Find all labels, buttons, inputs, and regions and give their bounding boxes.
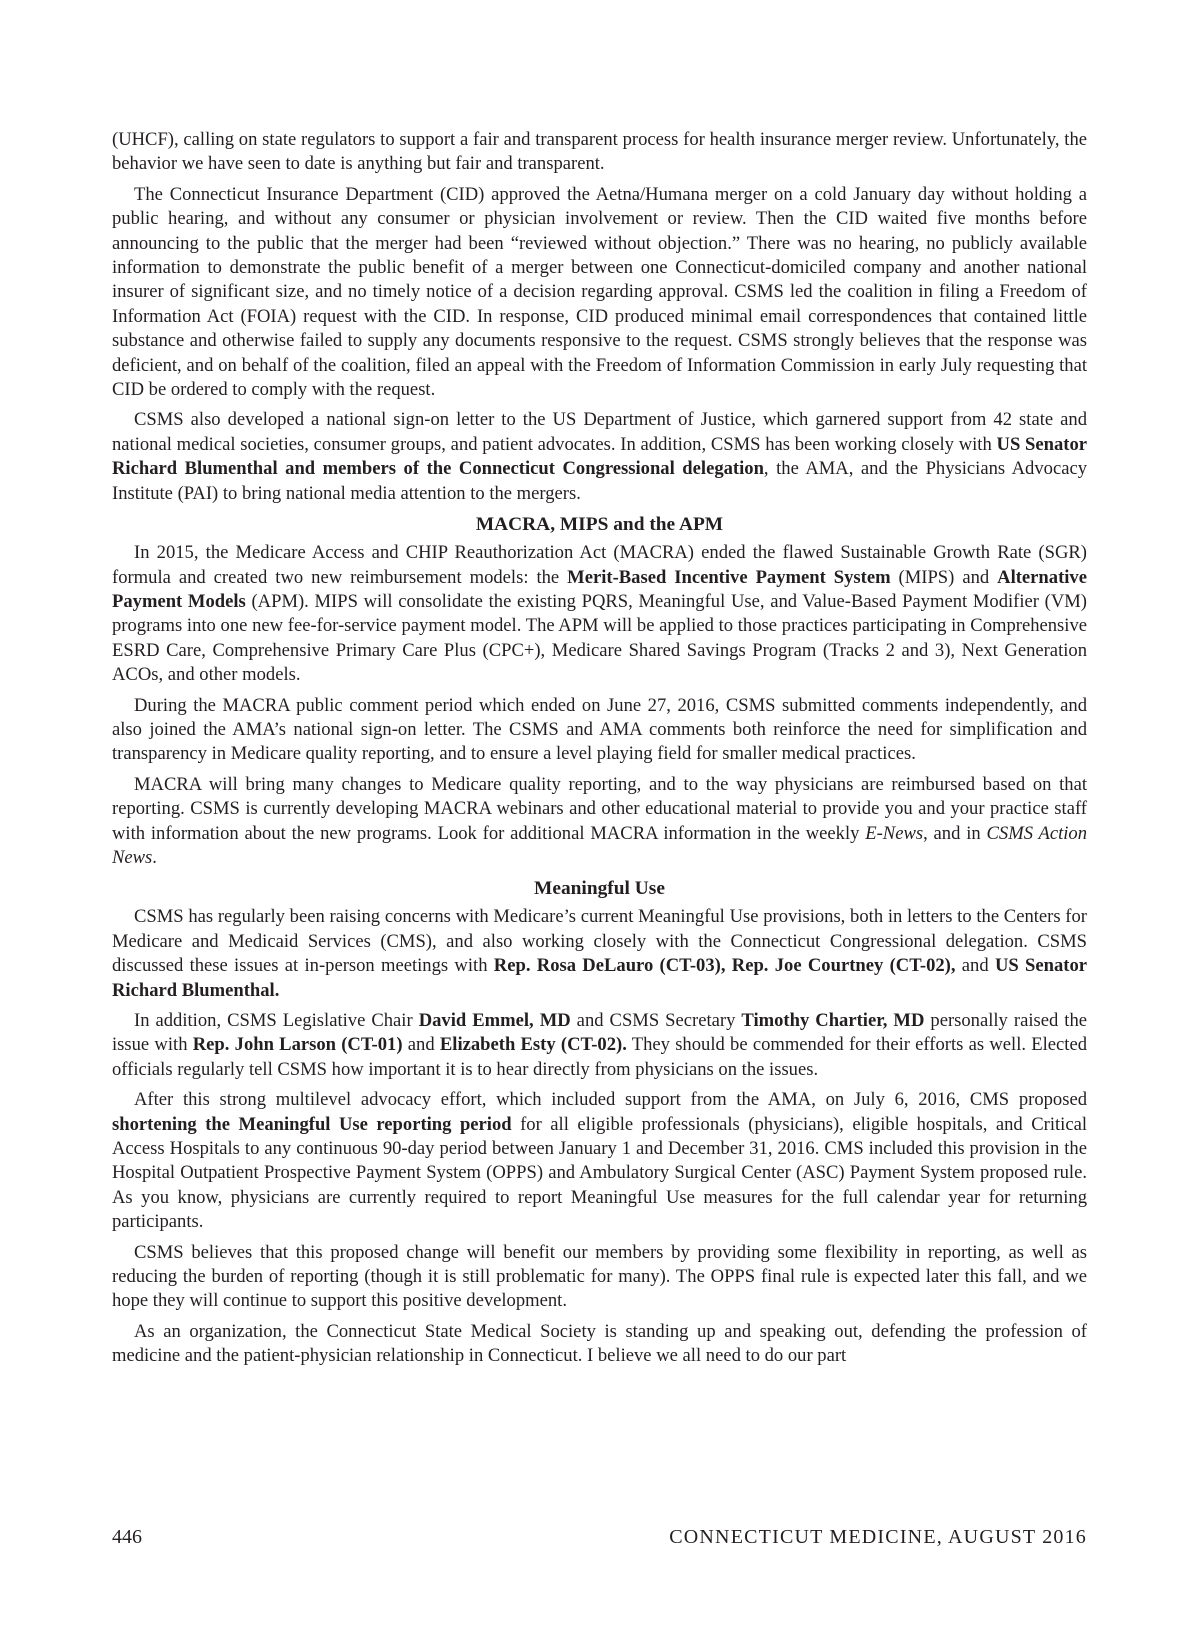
italic-run: CSMS Action News (112, 822, 1087, 868)
italic-run: E-News (865, 822, 924, 844)
bold-run: Alternative Payment Models (112, 566, 1087, 612)
paragraph-mu-concerns (112, 905, 1087, 1003)
text-run: In addition, CSMS Legislative Chair (134, 1010, 419, 1031)
paragraph-mu-benefit: CSMS believes that this proposed change will benefit our members by providing some flexibility in reporting, as well as reducing the burden of reporting (though it is still problematic for many). The OPPS final rule is expected later this fall, and we hope they will continue to support this positive development. (112, 1241, 1087, 1312)
paragraph-macra-models (112, 541, 1087, 687)
text-run: CSMS also developed a national sign-on letter to the US Department of Justice, which garnered support from 42 state and national medical societies, consumer groups, and patient advocates. In addition, CSMS has been working closely with (112, 409, 1087, 455)
bold-run: shortening the Meaningful Use reporting period (112, 1113, 512, 1135)
bold-run: David Emmel, MD (418, 1010, 571, 1031)
bold-run: Merit-Based Incentive Payment System (567, 566, 891, 588)
paragraph-sign-on-letter (112, 408, 1087, 506)
paragraph-mu-proposal (112, 1088, 1087, 1234)
text-run: for all eligible professionals (physicians), eligible hospitals, and Critical Access Hospitals to any continuous 90-day period between January 1 and December 31, 2016. CMS included this provision in the Hospital Outpatient Prospective Payment System (OPPS) and Ambulatory Surgical Center (ASC) Payment System proposed rule. As you know, physicians are currently required to report Meaningful Use measures for the full calendar year for returning participants. (112, 1113, 1087, 1233)
page-number: 446 (112, 1526, 142, 1548)
section-heading-meaningful-use: Meaningful Use (534, 878, 665, 900)
section-heading-macra: MACRA, MIPS and the APM (475, 514, 724, 536)
text-run: In 2015, the Medicare Access and CHIP Reauthorization Act (MACRA) ended the flawed Sustainable Growth Rate (SGR) formula and created two new reimbursement models: the (112, 542, 1087, 588)
text-run: , and in (923, 822, 987, 844)
bold-run: US Senator Richard Blumenthal. (112, 955, 1087, 1001)
text-run: MACRA will bring many changes to Medicare quality reporting, and to the way physicians are reimbursed based on that reporting. CSMS is currently developing MACRA webinars and other educational material to provide you and your practice staff with information about the new programs. Look for additional MACRA information in the weekly (112, 773, 1087, 844)
paragraph-macra-webinars (112, 773, 1087, 871)
paragraph-closing: As an organization, the Connecticut State Medical Society is standing up and speaking out, defending the profession of medicine and the patient-physician relationship in Connecticut. I believe we all need to do our part (112, 1320, 1087, 1367)
article-body (112, 128, 1087, 1375)
text-run: and (402, 1034, 440, 1056)
text-run: (APM). MIPS will consolidate the existing PQRS, Meaningful Use, and Value-Based Payment Modifier (VM) programs into one new fee-for-service payment model. The APM will be applied to those practices participating in Comprehensive ESRD Care, Comprehensive Primary Care Plus (CPC+), Medicare Shared Savings Program (Tracks 2 and 3), Next Generation ACOs, and other models. (112, 590, 1088, 686)
bold-run: US Senator Richard Blumenthal and members of the Connecticut Congressional delegation (112, 433, 1087, 480)
bold-run: Elizabeth Esty (CT-02). (439, 1034, 627, 1056)
text-run: (MIPS) and (890, 566, 998, 588)
running-title: CONNECTICUT MEDICINE, AUGUST 2016 (669, 1526, 1087, 1548)
text-run: After this strong multilevel advocacy effort, which included support from the AMA, on July 6, 2016, CMS proposed (134, 1089, 1087, 1111)
bold-run: Rep. John Larson (CT-01) (192, 1034, 403, 1056)
text-run: personally raised the issue with (112, 1010, 1087, 1056)
text-run: and (955, 955, 995, 977)
text-run: . (152, 846, 157, 868)
text-run: They should be commended for their efforts as well. Elected officials regularly tell CSMS how important it is to hear directly from physicians on the issues. (112, 1034, 1087, 1080)
paragraph-uhcf-intro: (UHCF), calling on state regulators to support a fair and transparent process for health insurance merger review. Unfortunately, the behavior we have seen to date is anything but fair and transparent. (112, 129, 1087, 175)
text-run: and CSMS Secretary (570, 1010, 742, 1031)
bold-run: Rep. Rosa DeLauro (CT-03), Rep. Joe Courtney (CT-02), (493, 955, 956, 977)
text-run: CSMS has regularly been raising concerns with Medicare’s current Meaningful Use provisions, both in letters to the Centers for Medicare and Medicaid Services (CMS), and also working closely with the Connecticut Congressional delegation. CSMS discussed these issues at in-person meetings with (112, 906, 1087, 977)
paragraph-cid-approval: The Connecticut Insurance Department (CID) approved the Aetna/Humana merger on a cold January day without holding a public hearing, and without any consumer or physician involvement or review. Then the CID waited five months before announcing to the public that the merger had been “reviewed without objection.” There was no hearing, no publicly available information to demonstrate the public benefit of a merger between one Connecticut-domiciled company and another national insurer of significant size, and no timely notice of a decision regarding approval. CSMS led the coalition in filing a Freedom of Information Act (FOIA) request with the CID. In response, CID produced minimal email correspondences that contained little substance and otherwise failed to supply any documents responsive to the request. CSMS strongly believes that the response was deficient, and on behalf of the coalition, filed an appeal with the Freedom of Information Commission in early July requesting that CID be ordered to comply with the request. (112, 183, 1087, 401)
paragraph-mu-legislators (112, 1009, 1087, 1082)
page-footer (112, 1522, 1087, 1552)
bold-run: Timothy Chartier, MD (741, 1010, 925, 1031)
text-run: , the AMA, and the Physicians Advocacy Institute (PAI) to bring national media attention to the mergers. (112, 458, 1088, 504)
paragraph-macra-comments: During the MACRA public comment period which ended on June 27, 2016, CSMS submitted comments independently, and also joined the AMA’s national sign-on letter. The CSMS and AMA comments both reinforce the need for simplification and transparency in Medicare quality reporting, and to ensure a level playing field for smaller medical practices. (112, 694, 1087, 765)
